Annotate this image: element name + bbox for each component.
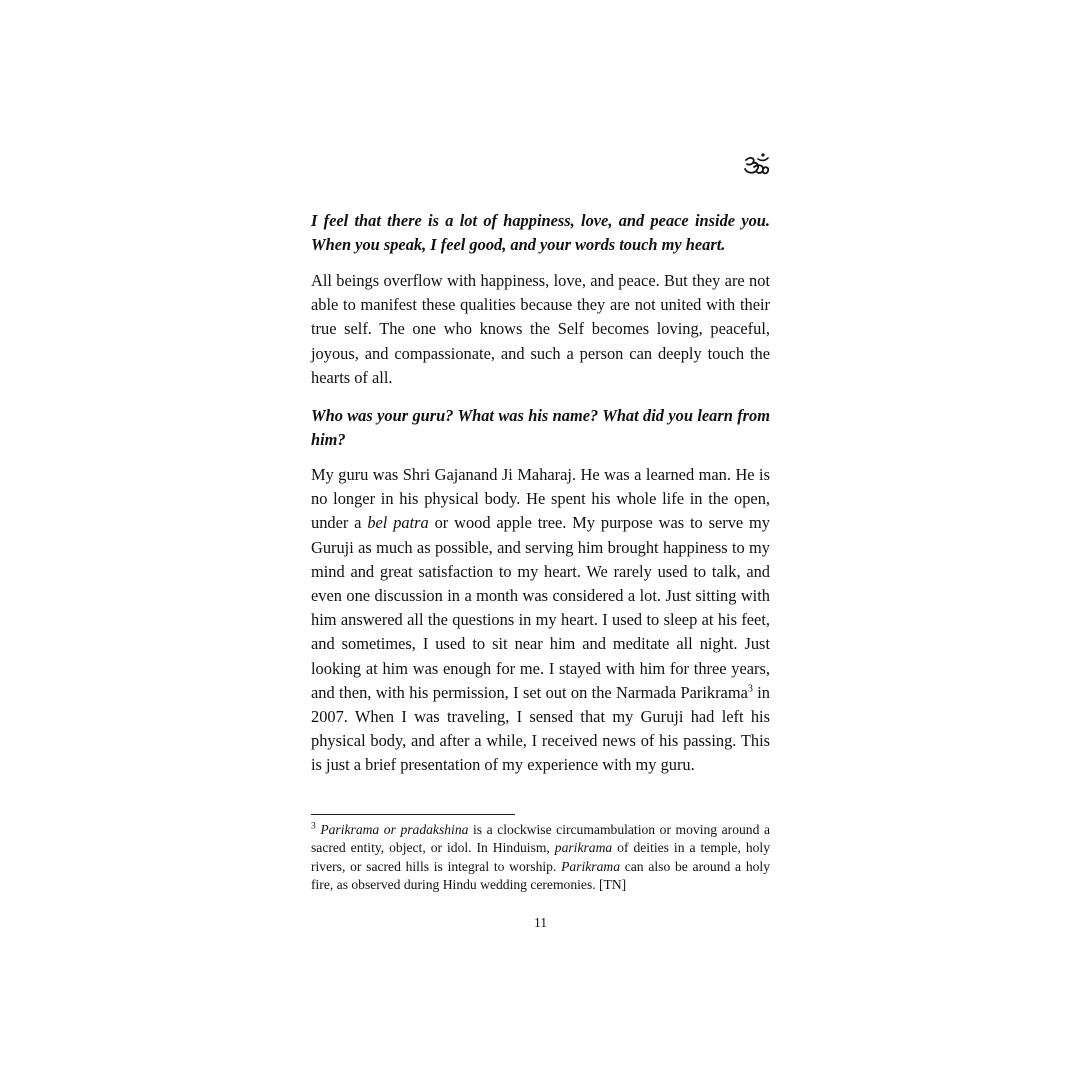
footnote-number: 3 xyxy=(311,821,316,832)
answer-2-text-part-1: My guru was Shri Gajanand Ji Maharaj. He was a learned man. He is no longer in his physical body. He spent his whole life in the open, under a xyxy=(311,465,770,533)
footnote-reference: 3 xyxy=(747,683,753,695)
footnote-term-2: parikrama xyxy=(554,840,613,856)
footnote-text-2: of deities in a temple, holy rivers, or sacred hills is integral to worship. xyxy=(311,840,770,874)
footnote-text-3: can also be around a holy fire, as observed during Hindu wedding ceremonies. [TN] xyxy=(311,858,770,892)
footnote-divider xyxy=(311,814,515,815)
question-2: Who was your guru? What was his name? What did you learn from him? xyxy=(311,406,770,450)
answer-2-text-part-3: in 2007. When I was traveling, I sensed that my Guruji had left his physical body, and after a while, I received news of his passing. This is just a brief presentation of my experience with my guru. xyxy=(311,682,770,775)
answer-2-text-part-2: or wood apple tree. My purpose was to serve my Guruji as much as possible, and serving him brought happiness to my mind and great satisfaction to my heart. We rarely used to talk, and even one discussion in a month was considered a lot. Just sitting with him answered all the questions in my heart. I used to sleep at his feet, and sometimes, I used to sit near him and meditate all night. Just looking at him was enough for me. I stayed with him for three years, and then, with his permission, I set out on the Narmada Parikrama xyxy=(311,513,771,702)
answer-1: All beings overflow with happiness, love, and peace. But they are not able to manifest these qualities because they are not united with their true self. The one who knows the Self becomes loving, peaceful, joyous, and compassionate, and such a person can deeply touch the hearts of all. xyxy=(311,271,770,387)
italic-term-bel-patra: bel patra xyxy=(367,513,429,533)
page-number: 11 xyxy=(533,915,548,930)
footnote-term-3: Parikrama xyxy=(561,858,620,874)
om-symbol-icon xyxy=(741,152,771,180)
answer-2 xyxy=(311,463,770,778)
footnote-term: Parikrama or pradakshina xyxy=(320,822,469,837)
footnote xyxy=(311,821,770,894)
question-1: I feel that there is a lot of happiness, love, and peace inside you. When you speak, I feel good, and your words touch my heart. xyxy=(311,211,770,255)
footnote-text-1: is a clockwise circumambulation or moving around a sacred entity, object, or idol. In Hinduism, xyxy=(311,822,770,856)
